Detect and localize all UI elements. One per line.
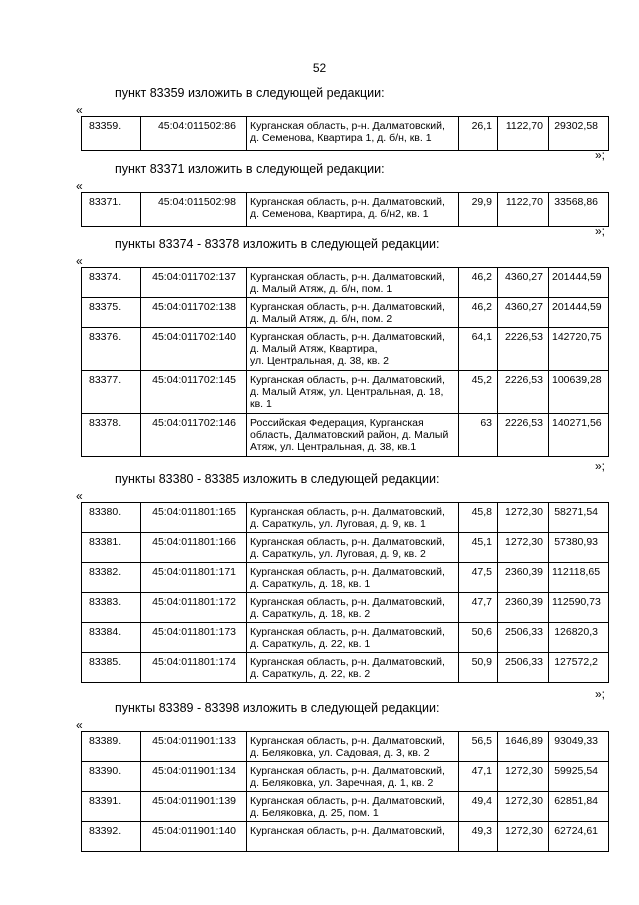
address-cell: Курганская область, р-н. Далматовский, д. Семенова, Квартира, д. б/н2, кв. 1 <box>247 193 459 227</box>
rate-cell: 1646,89 <box>498 732 549 762</box>
row-number-cell: 83359. <box>82 117 141 151</box>
section-heading: пункт 83359 изложить в следующей редакции: <box>115 86 385 100</box>
table-row <box>82 503 609 533</box>
rate-cell: 2360,39 <box>498 563 549 593</box>
address-cell: Курганская область, р-н. Далматовский, <box>247 822 459 852</box>
address-cell: Курганская область, р-н. Далматовский, д. Малый Атяж, Квартира, ул. Центральная, д. 38, кв. 2 <box>247 328 459 371</box>
rate-cell: 4360,27 <box>498 268 549 298</box>
table-row <box>82 371 609 414</box>
rate-cell: 1272,30 <box>498 792 549 822</box>
cadastral-number-cell: 45:04:011702:146 <box>141 414 247 457</box>
section-heading: пункт 83371 изложить в следующей редакции: <box>115 162 385 176</box>
address-cell: Курганская область, р-н. Далматовский, д. Сараткуль, д. 22, кв. 1 <box>247 623 459 653</box>
open-quote: « <box>76 254 83 268</box>
table-row <box>82 822 609 852</box>
area-cell: 50,9 <box>459 653 498 683</box>
row-number-cell: 83384. <box>82 623 141 653</box>
address-cell: Курганская область, р-н. Далматовский, д. Малый Атяж, ул. Центральная, д. 18, кв. 1 <box>247 371 459 414</box>
table-row <box>82 653 609 683</box>
cadastral-number-cell: 45:04:011901:139 <box>141 792 247 822</box>
area-cell: 50,6 <box>459 623 498 653</box>
rate-cell: 1272,30 <box>498 503 549 533</box>
area-cell: 29,9 <box>459 193 498 227</box>
close-quote: »; <box>595 459 606 473</box>
area-cell: 47,7 <box>459 593 498 623</box>
row-number-cell: 83382. <box>82 563 141 593</box>
open-quote: « <box>76 179 83 193</box>
area-cell: 46,2 <box>459 298 498 328</box>
cadastral-value-cell: 57380,93 <box>549 533 609 563</box>
cadastral-number-cell: 45:04:011801:174 <box>141 653 247 683</box>
cadastral-number-cell: 45:04:011702:138 <box>141 298 247 328</box>
rate-cell: 2226,53 <box>498 328 549 371</box>
cadastral-value-cell: 33568,86 <box>549 193 609 227</box>
table-row <box>82 328 609 371</box>
table-row <box>82 563 609 593</box>
cadastral-number-cell: 45:04:011801:171 <box>141 563 247 593</box>
property-table <box>81 192 609 227</box>
cadastral-number-cell: 45:04:011801:172 <box>141 593 247 623</box>
address-cell: Курганская область, р-н. Далматовский, д. Беляковка, д. 25, пом. 1 <box>247 792 459 822</box>
address-cell: Курганская область, р-н. Далматовский, д. Малый Атяж, д. б/н, пом. 1 <box>247 268 459 298</box>
property-table <box>81 116 609 151</box>
close-quote: »; <box>595 687 606 701</box>
row-number-cell: 83381. <box>82 533 141 563</box>
address-cell: Курганская область, р-н. Далматовский, д. Беляковка, ул. Садовая, д. 3, кв. 2 <box>247 732 459 762</box>
area-cell: 49,4 <box>459 792 498 822</box>
area-cell: 26,1 <box>459 117 498 151</box>
table-row <box>82 117 609 151</box>
row-number-cell: 83392. <box>82 822 141 852</box>
rate-cell: 1272,30 <box>498 822 549 852</box>
rate-cell: 2226,53 <box>498 371 549 414</box>
area-cell: 64,1 <box>459 328 498 371</box>
row-number-cell: 83385. <box>82 653 141 683</box>
row-number-cell: 83380. <box>82 503 141 533</box>
page-number: 52 <box>312 61 327 75</box>
row-number-cell: 83389. <box>82 732 141 762</box>
address-cell: Курганская область, р-н. Далматовский, д. Сараткуль, д. 18, кв. 2 <box>247 593 459 623</box>
cadastral-number-cell: 45:04:011702:137 <box>141 268 247 298</box>
property-table <box>81 267 609 457</box>
cadastral-number-cell: 45:04:011502:98 <box>141 193 247 227</box>
cadastral-value-cell: 112118,65 <box>549 563 609 593</box>
address-cell: Курганская область, р-н. Далматовский, д. Сараткуль, ул. Луговая, д. 9, кв. 1 <box>247 503 459 533</box>
cadastral-value-cell: 62724,61 <box>549 822 609 852</box>
cadastral-number-cell: 45:04:011702:145 <box>141 371 247 414</box>
area-cell: 63 <box>459 414 498 457</box>
address-cell: Курганская область, р-н. Далматовский, д. Сараткуль, ул. Луговая, д. 9, кв. 2 <box>247 533 459 563</box>
cadastral-value-cell: 100639,28 <box>549 371 609 414</box>
cadastral-value-cell: 140271,56 <box>549 414 609 457</box>
address-cell: Курганская область, р-н. Далматовский, д. Сараткуль, д. 22, кв. 2 <box>247 653 459 683</box>
table-row <box>82 762 609 792</box>
rate-cell: 2506,33 <box>498 653 549 683</box>
cadastral-number-cell: 45:04:011801:166 <box>141 533 247 563</box>
table-row <box>82 792 609 822</box>
address-cell: Курганская область, р-н. Далматовский, д. Сараткуль, д. 18, кв. 1 <box>247 563 459 593</box>
area-cell: 47,1 <box>459 762 498 792</box>
cadastral-number-cell: 45:04:011901:133 <box>141 732 247 762</box>
open-quote: « <box>76 718 83 732</box>
table-row <box>82 268 609 298</box>
row-number-cell: 83391. <box>82 792 141 822</box>
area-cell: 46,2 <box>459 268 498 298</box>
row-number-cell: 83390. <box>82 762 141 792</box>
area-cell: 45,2 <box>459 371 498 414</box>
property-table <box>81 502 609 683</box>
cadastral-number-cell: 45:04:011702:140 <box>141 328 247 371</box>
table-row <box>82 533 609 563</box>
cadastral-value-cell: 112590,73 <box>549 593 609 623</box>
rate-cell: 2360,39 <box>498 593 549 623</box>
row-number-cell: 83377. <box>82 371 141 414</box>
rate-cell: 1122,70 <box>498 193 549 227</box>
section-heading: пункты 83374 - 83378 изложить в следующей редакции: <box>115 237 440 251</box>
cadastral-value-cell: 126820,3 <box>549 623 609 653</box>
cadastral-number-cell: 45:04:011901:134 <box>141 762 247 792</box>
cadastral-value-cell: 62851,84 <box>549 792 609 822</box>
cadastral-number-cell: 45:04:011502:86 <box>141 117 247 151</box>
cadastral-number-cell: 45:04:011901:140 <box>141 822 247 852</box>
area-cell: 45,1 <box>459 533 498 563</box>
row-number-cell: 83374. <box>82 268 141 298</box>
address-cell: Курганская область, р-н. Далматовский, д. Семенова, Квартира 1, д. б/н, кв. 1 <box>247 117 459 151</box>
cadastral-value-cell: 127572,2 <box>549 653 609 683</box>
close-quote: »; <box>595 224 606 238</box>
cadastral-value-cell: 93049,33 <box>549 732 609 762</box>
table-row <box>82 193 609 227</box>
rate-cell: 2226,53 <box>498 414 549 457</box>
row-number-cell: 83376. <box>82 328 141 371</box>
table-row <box>82 593 609 623</box>
rate-cell: 2506,33 <box>498 623 549 653</box>
table-row <box>82 732 609 762</box>
cadastral-value-cell: 59925,54 <box>549 762 609 792</box>
rate-cell: 1272,30 <box>498 762 549 792</box>
cadastral-value-cell: 201444,59 <box>549 298 609 328</box>
section-heading: пункты 83380 - 83385 изложить в следующей редакции: <box>115 472 440 486</box>
rate-cell: 1272,30 <box>498 533 549 563</box>
table-row <box>82 414 609 457</box>
row-number-cell: 83378. <box>82 414 141 457</box>
cadastral-number-cell: 45:04:011801:173 <box>141 623 247 653</box>
area-cell: 49,3 <box>459 822 498 852</box>
table-row <box>82 298 609 328</box>
address-cell: Курганская область, р-н. Далматовский, д. Малый Атяж, д. б/н, пом. 2 <box>247 298 459 328</box>
section-heading: пункты 83389 - 83398 изложить в следующей редакции: <box>115 701 440 715</box>
rate-cell: 1122,70 <box>498 117 549 151</box>
open-quote: « <box>76 103 83 117</box>
address-cell: Курганская область, р-н. Далматовский, д. Беляковка, ул. Заречная, д. 1, кв. 2 <box>247 762 459 792</box>
close-quote: »; <box>595 148 606 162</box>
open-quote: « <box>76 489 83 503</box>
property-table <box>81 731 609 852</box>
rate-cell: 4360,27 <box>498 298 549 328</box>
row-number-cell: 83375. <box>82 298 141 328</box>
area-cell: 45,8 <box>459 503 498 533</box>
cadastral-value-cell: 58271,54 <box>549 503 609 533</box>
cadastral-value-cell: 29302,58 <box>549 117 609 151</box>
area-cell: 47,5 <box>459 563 498 593</box>
cadastral-value-cell: 201444,59 <box>549 268 609 298</box>
table-row <box>82 623 609 653</box>
address-cell: Российская Федерация, Курганская область, Далматовский район, д. Малый Атяж, ул. Центральная, д. 38, кв.1 <box>247 414 459 457</box>
cadastral-value-cell: 142720,75 <box>549 328 609 371</box>
area-cell: 56,5 <box>459 732 498 762</box>
cadastral-number-cell: 45:04:011801:165 <box>141 503 247 533</box>
row-number-cell: 83383. <box>82 593 141 623</box>
row-number-cell: 83371. <box>82 193 141 227</box>
